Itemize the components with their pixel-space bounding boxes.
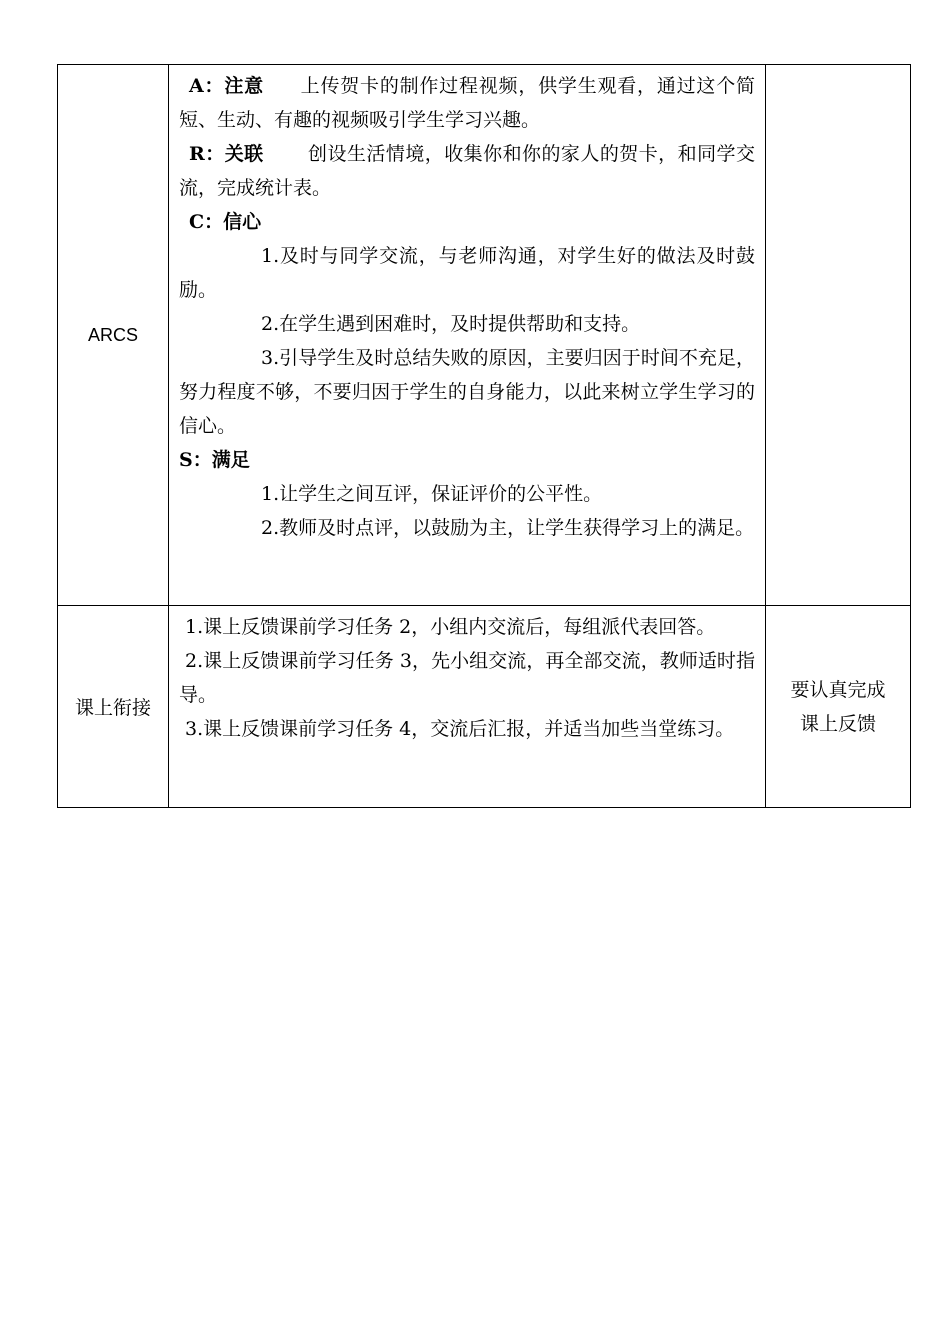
relevance-heading: R：关联 bbox=[189, 143, 264, 165]
attention-paragraph bbox=[179, 69, 755, 137]
class-connection-content-cell bbox=[169, 606, 766, 808]
confidence-item-1: 1.及时与同学交流，与老师沟通，对学生好的做法及时鼓励。 bbox=[179, 245, 755, 301]
note-line-1: 要认真完成 bbox=[790, 678, 886, 701]
arcs-note-cell bbox=[766, 65, 911, 606]
confidence-item-2: 2.在学生遇到困难时，及时提供帮助和支持。 bbox=[261, 313, 641, 335]
relevance-paragraph bbox=[179, 137, 755, 205]
satisfaction-heading: S：满足 bbox=[179, 449, 250, 471]
satisfaction-item-2: 2.教师及时点评，以鼓励为主，让学生获得学习上的满足。 bbox=[261, 517, 755, 539]
attention-heading: A：注意 bbox=[189, 75, 264, 97]
relevance-text: 创设生活情境，收集你和你的家人的贺卡，和同学交流，完成统计表。 bbox=[179, 143, 755, 199]
class-connection-note-cell bbox=[766, 606, 911, 808]
confidence-heading: C：信心 bbox=[189, 211, 262, 233]
arcs-label: ARCS bbox=[87, 325, 138, 345]
table-row-class-connection bbox=[58, 606, 911, 808]
class-connection-item-3: 3.课上反馈课前学习任务 4，交流后汇报，并适当加些当堂练习。 bbox=[185, 718, 735, 740]
class-connection-item-1: 1.课上反馈课前学习任务 2，小组内交流后，每组派代表回答。 bbox=[185, 616, 716, 638]
row-label-class-connection: 课上衔接 bbox=[58, 606, 169, 808]
attention-text: 上传贺卡的制作过程视频，供学生观看，通过这个简短、生动、有趣的视频吸引学生学习兴趣。 bbox=[179, 75, 755, 131]
row-label-arcs bbox=[58, 65, 169, 606]
arcs-content-cell bbox=[169, 65, 766, 606]
lesson-plan-table bbox=[57, 64, 911, 808]
confidence-item-3: 3.引导学生及时总结失败的原因，主要归因于时间不充足，努力程度不够，不要归因于学生的自身能力，以此来树立学生学习的信心。 bbox=[179, 347, 755, 437]
note-line-2: 课上反馈 bbox=[799, 712, 876, 735]
class-connection-item-2: 2.课上反馈课前学习任务 3，先小组交流，再全部交流，教师适时指导。 bbox=[179, 650, 755, 706]
satisfaction-item-1: 1.让学生之间互评，保证评价的公平性。 bbox=[261, 483, 603, 505]
table-row-arcs bbox=[58, 65, 911, 606]
